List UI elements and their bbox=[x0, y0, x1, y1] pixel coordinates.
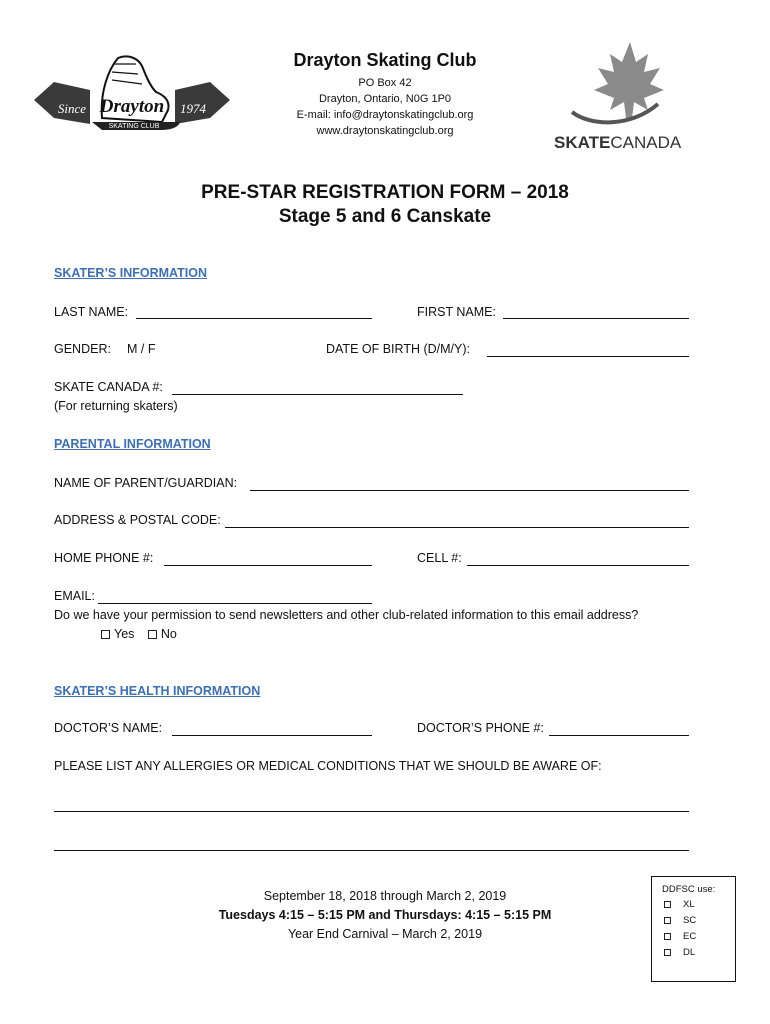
no-label: No bbox=[160, 627, 177, 641]
address-field[interactable] bbox=[225, 527, 689, 528]
wordmark-canada: CANADA bbox=[610, 133, 682, 150]
office-use-item-label: EC bbox=[683, 931, 697, 942]
form-title: PRE-STAR REGISTRATION FORM – 2018 bbox=[201, 182, 569, 203]
email-label: EMAIL: bbox=[54, 589, 95, 603]
section-health-info: SKATER’S HEALTH INFORMATION bbox=[54, 684, 261, 698]
email-permission-question: Do we have your permission to send newsletters and other club-related information to this email address? bbox=[54, 608, 639, 622]
first-name-field[interactable] bbox=[503, 318, 689, 319]
office-use-checkbox[interactable] bbox=[664, 917, 671, 924]
parent-name-label: NAME OF PARENT/GUARDIAN: bbox=[54, 476, 238, 490]
club-website: www.draytonskatingclub.org bbox=[316, 125, 454, 137]
carnival-date: Year End Carnival – March 2, 2019 bbox=[287, 927, 483, 941]
skate-canada-number-label: SKATE CANADA #: bbox=[54, 380, 163, 394]
gender-label: GENDER: bbox=[54, 342, 111, 356]
permission-options bbox=[101, 627, 177, 641]
section-skater-info: SKATER’S INFORMATION bbox=[54, 266, 208, 280]
parent-name-field[interactable] bbox=[250, 490, 689, 491]
wordmark-skate: SKATE bbox=[554, 133, 611, 150]
club-address: Drayton, Ontario, N0G 1P0 bbox=[318, 93, 452, 105]
office-use-item-label: DL bbox=[683, 947, 696, 958]
office-use-box bbox=[651, 876, 736, 982]
session-info bbox=[185, 887, 585, 944]
office-use-item-label: XL bbox=[683, 899, 695, 910]
club-header bbox=[235, 50, 535, 139]
doctor-phone-label: DOCTOR’S PHONE #: bbox=[417, 721, 544, 735]
office-use-title: DDFSC use: bbox=[662, 884, 716, 895]
club-name: Drayton Skating Club bbox=[293, 50, 477, 70]
club-po-box: PO Box 42 bbox=[358, 77, 412, 89]
allergies-label: PLEASE LIST ANY ALLERGIES OR MEDICAL CONDITIONS THAT WE SHOULD BE AWARE OF: bbox=[54, 759, 602, 773]
office-use-checkbox[interactable] bbox=[664, 933, 671, 940]
doctor-phone-field[interactable] bbox=[549, 735, 689, 736]
office-use-item-dl bbox=[664, 945, 735, 961]
logo-since-text: Since bbox=[57, 101, 87, 116]
returning-skaters-note: (For returning skaters) bbox=[54, 399, 178, 413]
logo-year-text: 1974 bbox=[180, 101, 206, 116]
gender-options[interactable]: M / F bbox=[127, 342, 156, 356]
doctor-name-field[interactable] bbox=[172, 735, 372, 736]
yes-label: Yes bbox=[114, 627, 135, 641]
dob-field[interactable] bbox=[487, 356, 689, 357]
form-title-block bbox=[0, 181, 770, 229]
session-times: Tuesdays 4:15 – 5:15 PM and Thursdays: 4:15 – 5:15 PM bbox=[218, 908, 552, 922]
office-use-item-ec bbox=[664, 929, 735, 945]
email-field[interactable] bbox=[98, 603, 372, 604]
home-phone-label: HOME PHONE #: bbox=[54, 551, 154, 565]
last-name-field[interactable] bbox=[136, 318, 372, 319]
skate-canada-number-field[interactable] bbox=[172, 394, 463, 395]
cell-label: CELL #: bbox=[417, 551, 462, 565]
session-dates: September 18, 2018 through March 2, 2019 bbox=[263, 889, 507, 903]
section-parental-info: PARENTAL INFORMATION bbox=[54, 437, 211, 451]
office-use-item-xl bbox=[664, 897, 735, 913]
last-name-label: LAST NAME: bbox=[54, 305, 129, 319]
cell-field[interactable] bbox=[467, 565, 689, 566]
logo-script-text: Drayton bbox=[99, 96, 165, 117]
form-subtitle: Stage 5 and 6 Canskate bbox=[278, 206, 492, 227]
allergies-field-line-1[interactable] bbox=[54, 811, 689, 812]
home-phone-field[interactable] bbox=[164, 565, 372, 566]
logo-ribbon-text: SKATING CLUB bbox=[108, 123, 160, 130]
office-use-item-sc bbox=[664, 913, 735, 929]
yes-checkbox[interactable] bbox=[101, 630, 110, 639]
office-use-item-label: SC bbox=[683, 915, 697, 926]
office-use-checkbox[interactable] bbox=[664, 901, 671, 908]
doctor-name-label: DOCTOR’S NAME: bbox=[54, 721, 163, 735]
skate-canada-wordmark bbox=[554, 133, 682, 150]
first-name-label: FIRST NAME: bbox=[417, 305, 496, 319]
office-use-list bbox=[652, 895, 735, 961]
dob-label: DATE OF BIRTH (D/M/Y): bbox=[326, 342, 470, 356]
club-email: E-mail: info@draytonskatingclub.org bbox=[296, 109, 474, 121]
no-checkbox[interactable] bbox=[148, 630, 157, 639]
allergies-field-line-2[interactable] bbox=[54, 850, 689, 851]
office-use-checkbox[interactable] bbox=[664, 949, 671, 956]
skate-canada-logo bbox=[550, 38, 700, 150]
address-label: ADDRESS & POSTAL CODE: bbox=[54, 513, 221, 527]
drayton-skating-club-logo bbox=[30, 52, 235, 136]
